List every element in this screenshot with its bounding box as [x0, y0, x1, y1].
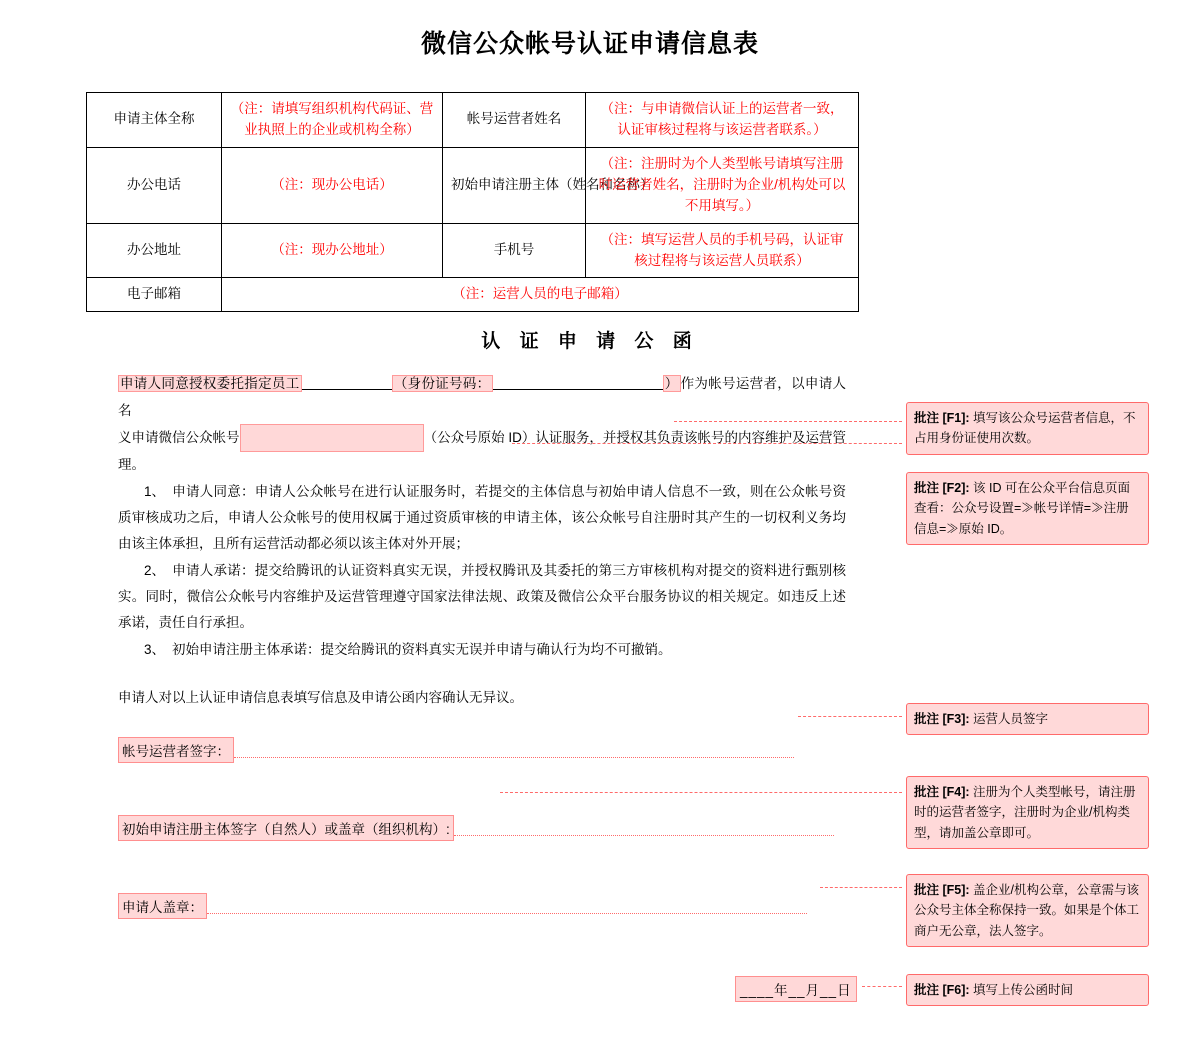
- label-email: 电子邮箱: [87, 278, 222, 312]
- table-row: [87, 278, 859, 312]
- list-item: [118, 479, 846, 558]
- table-row: [87, 223, 859, 278]
- comment-f2-tag: 批注 [F2]:: [914, 481, 970, 495]
- comment-f3-tag: 批注 [F3]:: [914, 712, 970, 726]
- item-number-1: 1、: [144, 483, 166, 499]
- leader-line-f4: [500, 792, 902, 793]
- label-initial-subject: 初始申请注册主体（姓名和名称）: [443, 147, 586, 223]
- initial-subject-signature-row: [118, 815, 878, 841]
- comment-f4-tag: 批注 [F4]:: [914, 785, 970, 799]
- note-email: （注：运营人员的电子邮箱）: [222, 278, 859, 312]
- authorization-idlabel: （身份证号码：: [393, 376, 491, 392]
- id-number-blank: [493, 374, 663, 390]
- leader-line-f6: [862, 986, 902, 987]
- comment-f3-text: 运营人员签字: [973, 712, 1049, 726]
- note-mobile: （注：填写运营人员的手机号码，认证审核过程将与该运营人员联系）: [586, 223, 859, 278]
- label-operator-name: 帐号运营者姓名: [443, 93, 586, 148]
- comment-f5[interactable]: [906, 874, 1149, 947]
- date-field[interactable]: ____年__月__日: [735, 976, 857, 1002]
- label-office-phone: 办公电话: [87, 147, 222, 223]
- table-row: [87, 147, 859, 223]
- list-item: [118, 637, 846, 663]
- employee-name-blank: [302, 374, 392, 390]
- initial-subject-signature-label: 初始申请注册主体签字（自然人）或盖章（组织机构）:: [118, 815, 454, 841]
- item-text-1: 申请人同意：申请人公众帐号在进行认证服务时，若提交的主体信息与初始申请人信息不一致，则在公众帐号资质审核成功之后，申请人公众帐号的使用权属于通过资质审核的申请主体，该公众帐号自注册时其产生的一切权利义务均由该主体承担，且所有运营活动都必须以该主体对外开展；: [118, 483, 846, 552]
- authorization-paren-close: ）: [664, 376, 679, 392]
- comment-f5-text: 盖企业/机构公章，公章需与该公众号主体全称保持一致。如果是个体工商户无公章，法人签字。: [914, 883, 1140, 938]
- operator-signature-line[interactable]: [234, 743, 794, 758]
- comment-f4-text: 注册为个人类型帐号，请注册时的运营者签字，注册时为企业/机构类型，请加盖公章即可。: [914, 785, 1136, 840]
- comment-f2-text: 该 ID 可在公众平台信息页面查看：公众号设置=≫帐号详情=≫注册信息=≫原始 ID。: [914, 481, 1130, 536]
- applicant-seal-label: 申请人盖章：: [118, 893, 207, 919]
- note-office-address: （注：现办公地址）: [222, 223, 443, 278]
- section-title: 认 证 申 请 公 函: [481, 331, 699, 353]
- apply-account-label: 义申请微信公众帐号: [118, 430, 240, 445]
- initial-subject-signature-line[interactable]: [454, 821, 834, 836]
- table-row: [87, 93, 859, 148]
- item-number-2: 2、: [144, 562, 166, 578]
- leader-line-f5: [820, 887, 902, 888]
- document-page: [0, 24, 1180, 1038]
- item-number-3: 3、: [144, 641, 166, 657]
- comment-f1-tag: 批注 [F1]:: [914, 411, 970, 425]
- authorization-tail: 作为帐号运营者，以申请人名: [118, 376, 847, 418]
- applicant-seal-row: [118, 893, 878, 919]
- comment-f2[interactable]: [906, 472, 1149, 545]
- leader-line-f1: [674, 421, 902, 422]
- confirmation-paragraph: 申请人对以上认证申请信息表填写信息及申请公函内容确认无异议。: [118, 689, 523, 705]
- authorization-paragraph: [118, 371, 846, 424]
- comment-f4[interactable]: [906, 776, 1149, 849]
- note-initial-subject: （注：注册时为个人类型帐号请填写注册时运营者姓名，注册时为企业/机构处可以不用填写。）: [586, 147, 859, 223]
- comment-f5-tag: 批注 [F5]:: [914, 883, 970, 897]
- comment-f6-text: 填写上传公函时间: [973, 983, 1074, 997]
- comment-f6-tag: 批注 [F6]:: [914, 983, 970, 997]
- applicant-info-table: [86, 92, 859, 312]
- leader-line-f2: [512, 443, 902, 444]
- operator-signature-label: 帐号运营者签字：: [118, 737, 234, 763]
- comment-f1[interactable]: [906, 402, 1149, 455]
- item-text-2: 申请人承诺：提交给腾讯的认证资料真实无误，并授权腾讯及其委托的第三方审核机构对提交的资料进行甄别核实。同时，微信公众帐号内容维护及运营管理遵守国家法律法规、政策及微信公众平台服务协议的相关规定。如违反上述承诺，责任自行承担。: [118, 562, 846, 631]
- label-mobile: 手机号: [443, 223, 586, 278]
- original-id-note: （公众号原始 ID）: [423, 430, 536, 445]
- comment-f3[interactable]: [906, 703, 1149, 735]
- note-operator-name: （注：与申请微信认证上的运营者一致，认证审核过程将与该运营者联系。）: [586, 93, 859, 148]
- item-text-3: 初始申请注册主体承诺：提交给腾讯的资料真实无误并申请与确认行为均不可撤销。: [172, 641, 672, 657]
- operator-signature-row: [118, 737, 878, 763]
- label-applicant-name: 申请主体全称: [87, 93, 222, 148]
- applicant-seal-line[interactable]: [207, 899, 807, 914]
- list-item: [118, 558, 846, 637]
- authorization-line2-tail: 认证服务，并授权其负责该帐号的内容维护及运营管理。: [118, 430, 847, 473]
- leader-line-f3: [798, 716, 902, 717]
- authorization-paragraph-line2: [118, 424, 846, 479]
- label-office-address: 办公地址: [87, 223, 222, 278]
- note-applicant-name: （注：请填写组织机构代码证、营业执照上的企业或机构全称）: [222, 93, 443, 148]
- comment-f1-text: 填写该公众号运营者信息，不占用身份证使用次数。: [914, 411, 1136, 446]
- note-office-phone: （注：现办公电话）: [222, 147, 443, 223]
- authorization-lead: 申请人同意授权委托指定员工: [120, 376, 300, 392]
- comment-f6[interactable]: [906, 974, 1149, 1006]
- page-title: 微信公众帐号认证申请信息表: [420, 30, 759, 58]
